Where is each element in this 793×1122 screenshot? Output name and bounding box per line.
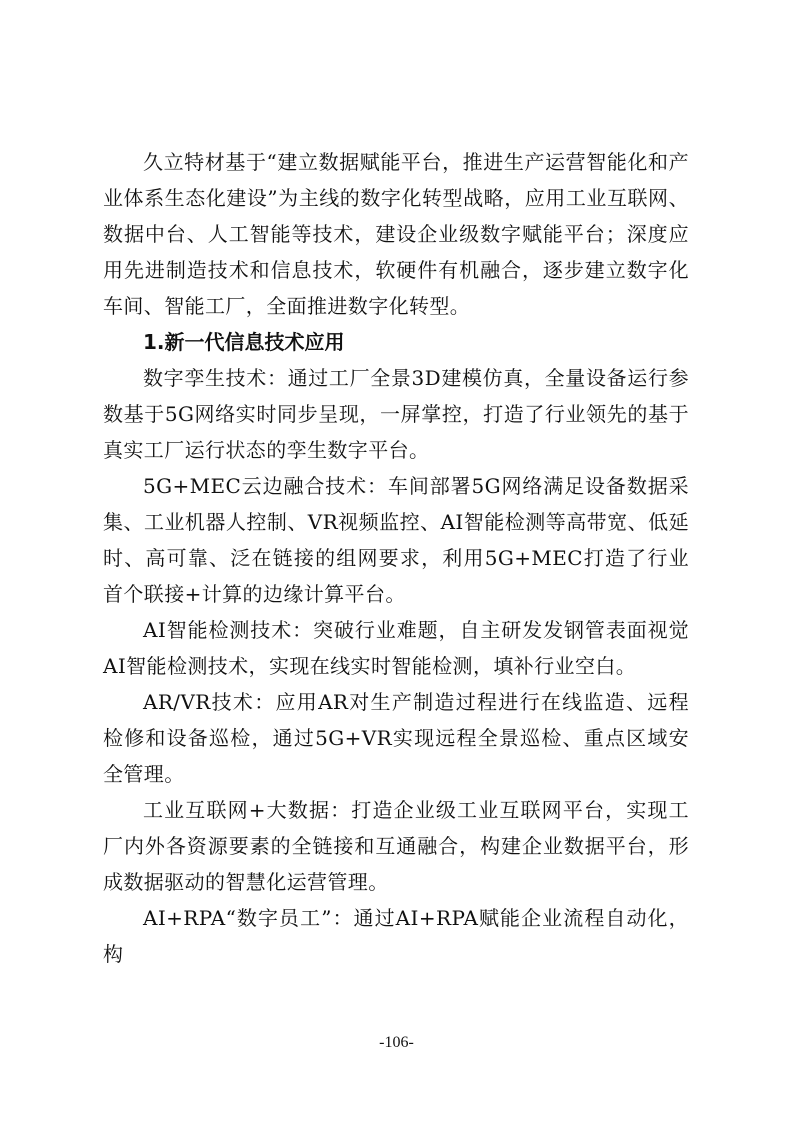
page-number: -106- — [379, 1034, 414, 1051]
section-heading: 1.新一代信息技术应用 — [143, 330, 345, 354]
paragraph-5g-mec: 5G+MEC云边融合技术：车间部署5G网络满足设备数据采集、工业机器人控制、VR视频监控、AI智能检测等高带宽、低延时、高可靠、泛在链接的组网要求，利用5G+MEC打造了行业首个联接+计算的边缘计算平台。 — [103, 474, 689, 606]
paragraph-digital-twin: 数字孪生技术：通过工厂全景3D建模仿真，全量设备运行参数基于5G网络实时同步呈现，一屏掌控，打造了行业领先的基于真实工厂运行状态的孪生数字平台。 — [103, 366, 689, 462]
paragraph-ai-detection: AI智能检测技术：突破行业难题，自主研发发钢管表面视觉AI智能检测技术，实现在线实时智能检测，填补行业空白。 — [103, 618, 689, 678]
paragraph-ai-rpa: AI+RPA“数字员工”：通过AI+RPA赋能企业流程自动化，构 — [103, 906, 689, 966]
paragraph-ar-vr: AR/VR技术：应用AR对生产制造过程进行在线监造、远程检修和设备巡检，通过5G+VR实现远程全景巡检、重点区域安全管理。 — [103, 690, 689, 786]
document-body — [103, 144, 689, 972]
paragraph-intro: 久立特材基于“建立数据赋能平台，推进生产运营智能化和产业体系生态化建设”为主线的数字化转型战略，应用工业互联网、数据中台、人工智能等技术，建设企业级数字赋能平台；深度应用先进制造技术和信息技术，软硬件有机融合，逐步建立数字化车间、智能工厂，全面推进数字化转型。 — [103, 150, 689, 318]
paragraph-industrial-internet: 工业互联网+大数据：打造企业级工业互联网平台，实现工厂内外各资源要素的全链接和互通融合，构建企业数据平台，形成数据驱动的智慧化运营管理。 — [103, 798, 689, 894]
